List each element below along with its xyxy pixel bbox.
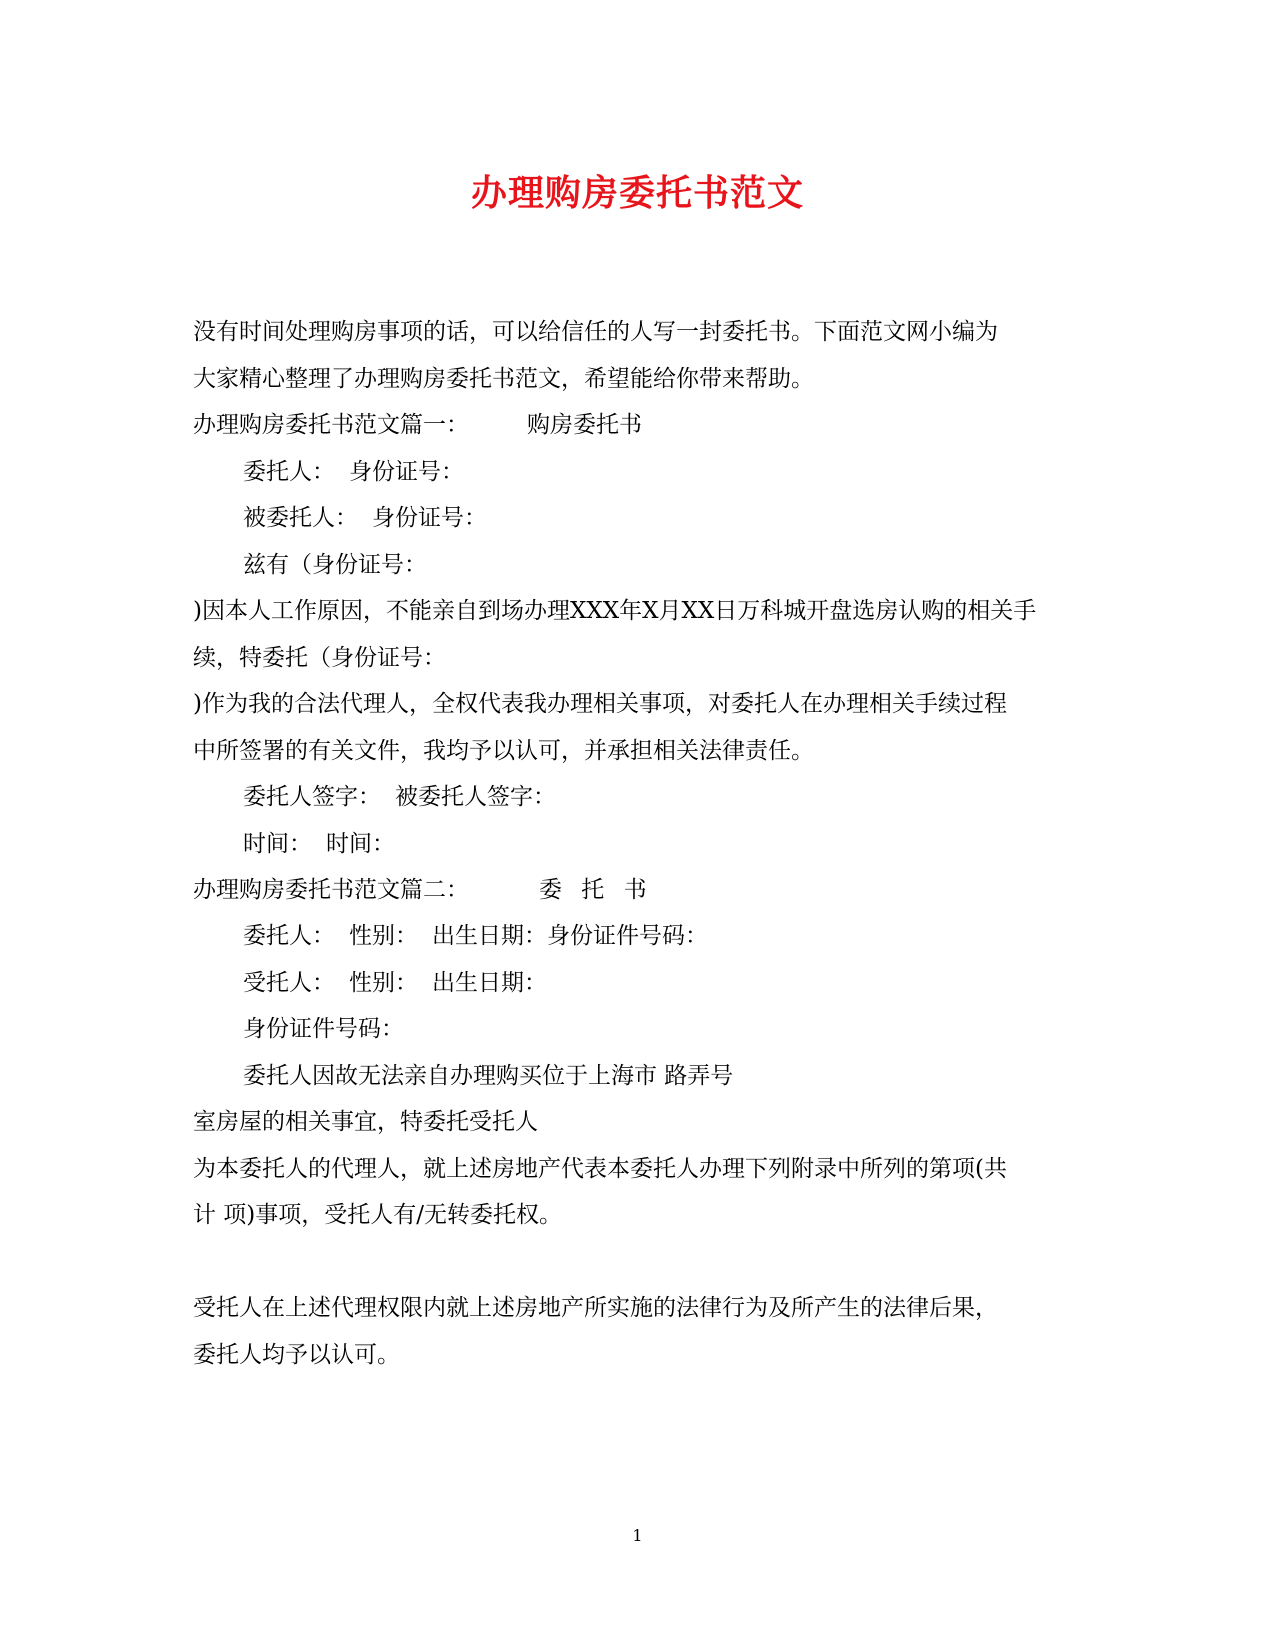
sample2-agent-gender-label: 性别： — [349, 970, 418, 996]
sample1-agent-row — [243, 502, 487, 534]
sample2-heading-row — [193, 874, 653, 906]
sample2-body-line-3: 为本委托人的代理人，就上述房地产代表本委托人办理下列附录中所列的第项(共 — [193, 1156, 1007, 1182]
sample2-agent-row — [243, 967, 547, 999]
sample2-body-line-1: 委托人因故无法亲自办理购买位于上海市 路弄号 — [243, 1063, 734, 1089]
sample1-principal-label: 委托人： — [243, 459, 335, 485]
intro-line-1: 没有时间处理购房事项的话，可以给信任的人写一封委托书。下面范文网小编为 — [193, 319, 998, 345]
sample1-body-line-3: )作为我的合法代理人，全权代表我办理相关事项，对委托人在办理相关手续过程 — [193, 691, 1007, 717]
sample2-principal-row — [243, 920, 708, 952]
sample2-agent-birth-label: 出生日期： — [432, 970, 547, 996]
sample2-principal-birth-label: 出生日期： — [432, 923, 547, 949]
sample2-body-line-2: 室房屋的相关事宜，特委托受托人 — [193, 1109, 538, 1135]
sample1-body-line-2: 续，特委托（身份证号： — [193, 645, 446, 671]
sample2-principal-gender-label: 性别： — [349, 923, 418, 949]
sample2-agent-label: 受托人： — [243, 970, 335, 996]
agent-signature-label: 被委托人签字： — [395, 784, 556, 810]
time-label-1: 时间： — [243, 831, 312, 857]
sample2-heading: 办理购房委托书范文篇二： — [193, 877, 469, 903]
sample1-principal-row — [243, 456, 464, 488]
sample2-principal-label: 委托人： — [243, 923, 335, 949]
sample1-agent-label: 被委托人： — [243, 505, 358, 531]
sample2-principal-id-label: 身份证件号码： — [547, 923, 708, 949]
sample1-whereas: 兹有（身份证号： — [243, 552, 427, 578]
time-label-2: 时间： — [326, 831, 395, 857]
principal-signature-label: 委托人签字： — [243, 784, 381, 810]
sample2-body-line-4: 计 项)事项，受托人有/无转委托权。 — [193, 1202, 563, 1228]
sample1-body-line-4: 中所签署的有关文件，我均予以认可，并承担相关法律责任。 — [193, 738, 814, 764]
sample1-principal-id-label: 身份证号： — [349, 459, 464, 485]
document-title: 办理购房委托书范文 — [470, 172, 804, 214]
sample1-signature-row — [243, 781, 556, 813]
page-number: 1 — [632, 1526, 643, 1545]
sample1-time-row — [243, 828, 395, 860]
sample1-body-line-1: )因本人工作原因，不能亲自到场办理XXX年X月XX日万科城开盘选房认购的相关手 — [193, 598, 1037, 624]
sample2-agent-id-label: 身份证件号码： — [243, 1016, 404, 1042]
sample1-agent-id-label: 身份证号： — [372, 505, 487, 531]
sample1-doc-title: 购房委托书 — [527, 412, 642, 438]
sample1-heading: 办理购房委托书范文篇一： — [193, 412, 469, 438]
intro-line-2: 大家精心整理了办理购房委托书范文，希望能给你带来帮助。 — [193, 366, 814, 392]
sample1-heading-row — [193, 409, 642, 441]
sample2-conclusion-line-2: 委托人均予以认可。 — [193, 1342, 400, 1368]
sample2-conclusion-line-1: 受托人在上述代理权限内就上述房地产所实施的法律行为及所产生的法律后果， — [193, 1295, 998, 1321]
sample2-doc-title: 委 托 书 — [539, 877, 653, 903]
